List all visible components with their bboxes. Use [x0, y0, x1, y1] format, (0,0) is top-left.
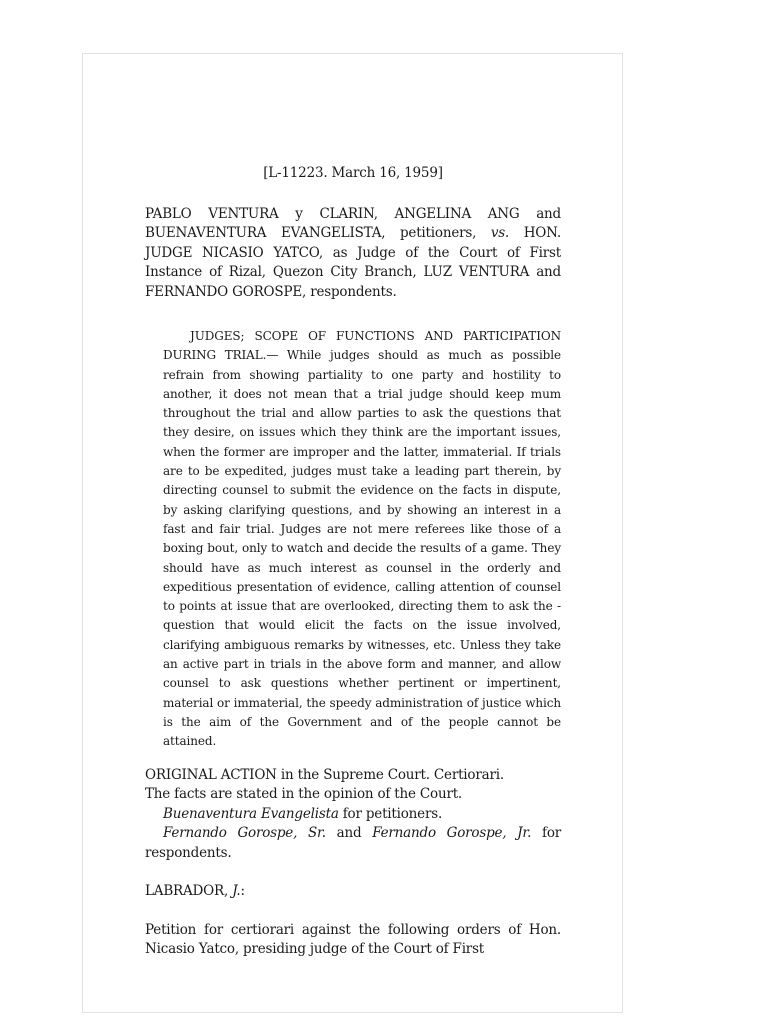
counsel-petitioners: [145, 805, 561, 825]
counsel-petitioners-suffix: for petitioners.: [338, 805, 443, 822]
parties-versus: vs.: [490, 225, 510, 241]
opinion-first-paragraph: Petition for certiorari against the following orders of Hon. Nicasio Yatco, presiding judge of the Court of First: [145, 921, 561, 958]
ponente-title: J.: [232, 883, 241, 900]
parties-petitioners: PABLO VENTURA y CLARIN, ANGELINA ANG and BUENAVENTURA EVANGELISTA, petitioners,: [145, 205, 561, 241]
counsel-respondents: [145, 824, 561, 863]
syllabus-paragraph: JUDGES; SCOPE OF FUNCTIONS AND PARTICIPATION DURING TRIAL.— While judges should as much as possible refrain from showing partiality to one party and hostility to another, it does not mean that a trial judge should keep mum throughout the trial and allow parties to ask the questions that they desire, on issues which they think are the important issues, when the former are improper and the latter, immaterial. If trials are to be expedited, judges must take a leading part therein, by directing counsel to submit the evidence on the facts in dispute, by asking clarifying questions, and by showing an interest in a fast and fair trial. Judges are not mere referees like those of a boxing bout, only to watch and decide the results of a game. They should have as much interest as counsel in the orderly and expeditious presentation of evidence, calling attention of counsel to points at issue that are overlooked, directing them to ask the -question that would elicit the facts on the issue involved, clarifying ambiguous remarks by witnesses, etc. Unless they take an active part in trials in the above form and manner, and allow counsel to ask questions whether pertinent or impertinent, material or immaterial, the speedy administration of justice which is the aim of the Government and of the people cannot be attained.: [163, 329, 561, 749]
document-page: [82, 53, 623, 1013]
ponente-line: [145, 882, 561, 902]
counsel-respondents-name-1: Fernando Gorospe, Sr.: [163, 825, 326, 842]
case-citation: [L-11223. March 16, 1959]: [263, 165, 443, 181]
ponente-colon: :: [240, 883, 245, 900]
case-header-block: [145, 766, 561, 960]
counsel-respondents-suffix: for respondents.: [145, 825, 561, 861]
counsel-petitioners-name: Buenaventura Evangelista: [163, 805, 339, 822]
case-parties: [145, 205, 561, 303]
facts-line: The facts are stated in the opinion of the Court.: [145, 786, 463, 803]
original-action-line: ORIGINAL ACTION in the Supreme Court. Certiorari.: [145, 766, 504, 783]
counsel-respondents-and: and: [325, 825, 373, 842]
parties-respondents: HON. JUDGE NICASIO YATCO, as Judge of the Court of First Instance of Rizal, Quezon City Branch, LUZ VENTURA and FERNANDO GOROSPE, respondents.: [145, 225, 562, 300]
counsel-respondents-name-2: Fernando Gorospe, Jr.: [372, 825, 532, 842]
ponente-name: LABRADOR,: [145, 883, 233, 900]
document-content: [145, 164, 561, 960]
